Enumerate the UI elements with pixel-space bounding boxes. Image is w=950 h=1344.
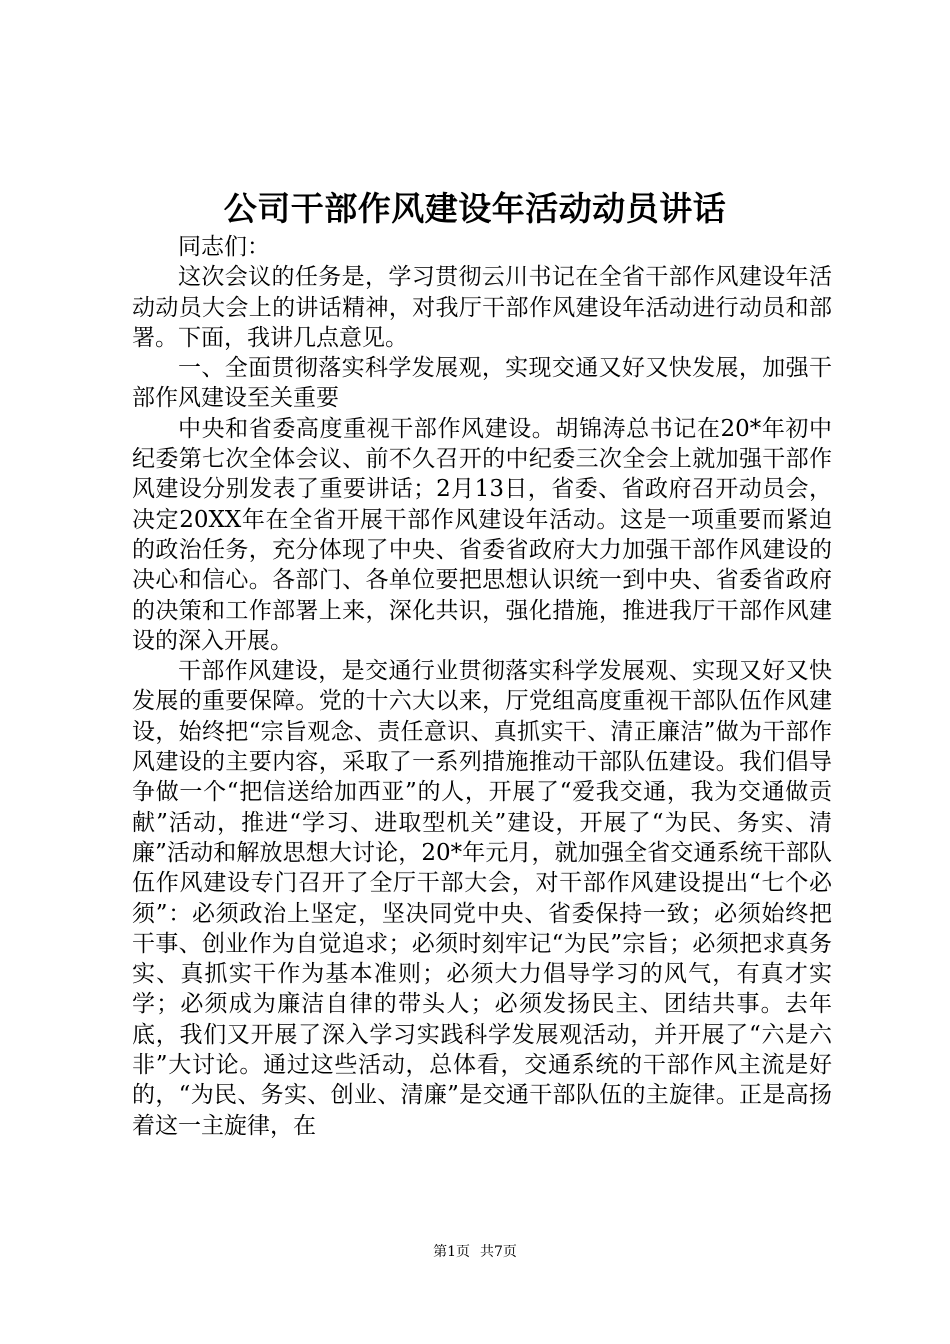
section-heading-1: 一、全面贯彻落实科学发展观，实现交通又好又快发展，加强干部作风建设至关重要 — [132, 355, 832, 412]
paragraph-central-committee: 中央和省委高度重视干部作风建设。胡锦涛总书记在20*年初中纪委第七次全体会议、前不久召开的中纪委三次全会上就加强干部作风建设分别发表了重要讲话；2月13日，省委、省政府召开动员会，决定20XX年在全省开展干部作风建设年活动。这是一项重要而紧迫的政治任务，充分体现了中央、省委省政府大力加强干部作风建设的决心和信心。各部门、各单位要把思想认识统一到中央、省委省政府的决策和工作部署上来，深化共识，强化措施，推进我厅干部作风建设的深入开展。 — [132, 415, 832, 654]
document-body — [132, 232, 832, 1141]
salutation: 同志们： — [178, 234, 270, 260]
page-footer — [0, 1242, 950, 1262]
paragraph-cadre-style: 干部作风建设，是交通行业贯彻落实科学发展观、实现又好又快发展的重要保障。党的十六大以来，厅党组高度重视干部队伍作风建设，始终把“宗旨观念、责任意识、真抓实干、清正廉洁”做为干部作风建设的主要内容，采取了一系列措施推动干部队伍建设。我们倡导争做一个“把信送给加西亚”的人，开展了“爱我交通，我为交通做贡献”活动，推进“学习、进取型机关”建设，开展了“为民、务实、清廉”活动和解放思想大讨论，20*年元月，就加强全省交通系统干部队伍作风建设专门召开了全厅干部大会，对干部作风建设提出“七个必须”：必须政治上坚定，坚决同党中央、省委保持一致；必须始终把干事、创业作为自觉追求；必须时刻牢记“为民”宗旨；必须把求真务实、真抓实干作为基本准则；必须大力倡导学习的风气，有真才实学；必须成为廉洁自律的带头人；必须发扬民主、团结共事。去年底，我们又开展了深入学习实践科学发展观活动，并开展了“六是六非”大讨论。通过这些活动，总体看，交通系统的干部作风主流是好的，“为民、务实、创业、清廉”是交通干部队伍的主旋律。正是高扬着这一主旋律，在 — [132, 658, 832, 1139]
page-number: 第1页 — [433, 1244, 470, 1260]
page-total: 共7页 — [480, 1244, 517, 1260]
paragraph-intro: 这次会议的任务是，学习贯彻云川书记在全省干部作风建设年活动动员大会上的讲话精神，对我厅干部作风建设年活动进行动员和部署。下面，我讲几点意见。 — [132, 264, 832, 351]
document-title: 公司干部作风建设年活动动员讲话 — [223, 189, 727, 228]
